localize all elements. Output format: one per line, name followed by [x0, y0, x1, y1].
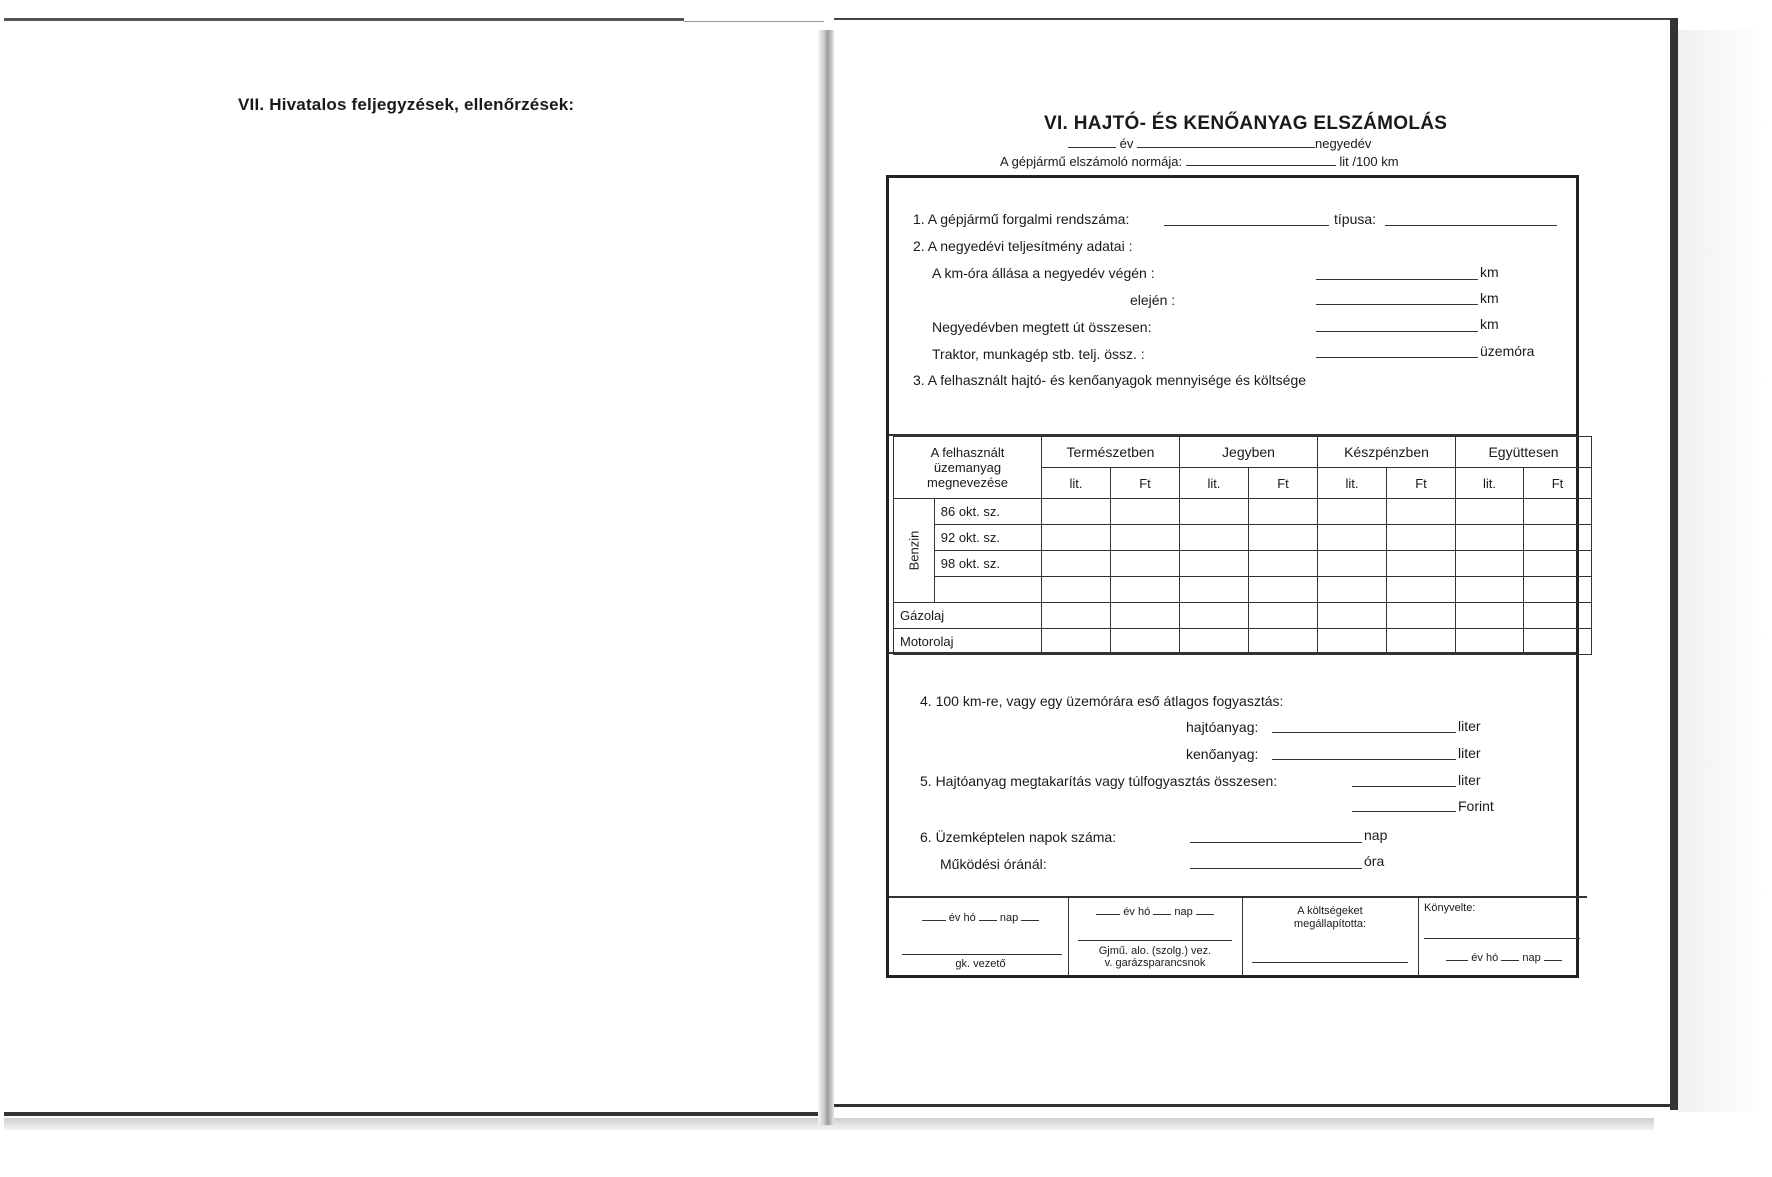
manager-date[interactable]: év hó nap	[1072, 906, 1238, 918]
quarter-performance-label: 2. A negyedévi teljesítmény adatai :	[913, 238, 1133, 254]
type-field[interactable]	[1385, 225, 1557, 226]
table-cell[interactable]	[1387, 603, 1456, 629]
table-cell[interactable]	[1042, 525, 1111, 551]
table-bottom-border	[889, 652, 1576, 654]
table-cell[interactable]	[1042, 551, 1111, 577]
savings-liter-unit: liter	[1458, 772, 1481, 788]
table-cell[interactable]	[1387, 629, 1456, 655]
group-header-egyuttesen: Együttesen	[1456, 437, 1592, 468]
table-row-label: 98 okt. sz.	[934, 551, 1041, 577]
tractor-unit: üzemóra	[1480, 343, 1535, 359]
fuel-consumption-unit: liter	[1458, 718, 1481, 734]
table-cell[interactable]	[1180, 551, 1249, 577]
table-cell[interactable]	[1456, 551, 1524, 577]
sub-header-ft: Ft	[1387, 468, 1456, 499]
right-page-bottom-edge	[834, 1104, 1678, 1107]
table-cell[interactable]	[1249, 525, 1318, 551]
group-header-keszpenzben: Készpénzben	[1318, 437, 1456, 468]
savings-liter-field[interactable]	[1352, 786, 1456, 787]
savings-label: 5. Hajtóanyag megtakarítás vagy túlfogyasztás összesen:	[920, 773, 1278, 789]
book-spine	[818, 30, 834, 1125]
table-cell[interactable]	[1180, 603, 1249, 629]
lubricant-label: kenőanyag:	[1186, 746, 1259, 762]
table-row-label	[934, 577, 1041, 603]
driver-date[interactable]: év hó nap	[898, 912, 1063, 924]
benzin-group-label: Benzin	[894, 499, 935, 603]
table-cell[interactable]	[1318, 551, 1387, 577]
table-cell[interactable]	[1456, 525, 1524, 551]
cost-approver-label: A költségeket megállapította:	[1293, 905, 1367, 930]
table-cell[interactable]	[1180, 577, 1249, 603]
registration-field[interactable]	[1164, 225, 1329, 226]
fuel-name-header: A felhasznált üzemanyag megnevezése	[894, 437, 1042, 499]
km-start-label: elején :	[1130, 292, 1176, 308]
group-header-termeszetben: Természetben	[1042, 437, 1180, 468]
form-title: VI. HAJTÓ- ÉS KENŐANYAG ELSZÁMOLÁS	[1044, 113, 1448, 134]
signature-divider	[1242, 896, 1243, 976]
table-cell[interactable]	[1042, 629, 1111, 655]
book-outer-margin	[1678, 30, 1764, 1112]
table-cell[interactable]	[1456, 603, 1524, 629]
table-cell[interactable]	[1524, 499, 1592, 525]
operating-hours-field[interactable]	[1190, 868, 1362, 869]
table-cell[interactable]	[1318, 499, 1387, 525]
km-end-unit: km	[1480, 264, 1499, 280]
signature-divider	[1068, 896, 1069, 976]
signature-divider	[1418, 896, 1419, 976]
fuel-label: hajtóanyag:	[1186, 719, 1259, 735]
table-cell[interactable]	[1249, 551, 1318, 577]
fuel-table	[893, 436, 1592, 655]
tractor-label: Traktor, munkagép stb. telj. össz. :	[932, 346, 1145, 362]
sub-header-ft: Ft	[1524, 468, 1592, 499]
km-end-field[interactable]	[1316, 279, 1478, 280]
table-cell[interactable]	[1111, 525, 1180, 551]
table-cell[interactable]	[1387, 525, 1456, 551]
table-cell[interactable]	[1111, 499, 1180, 525]
norma-unit: lit /100 km	[1339, 154, 1399, 169]
left-page-bottom-edge	[4, 1112, 819, 1116]
booked-by-signature-field[interactable]	[1424, 938, 1580, 939]
table-row-label: Motorolaj	[894, 629, 1042, 655]
table-cell[interactable]	[1249, 499, 1318, 525]
km-start-field[interactable]	[1316, 304, 1478, 305]
table-cell[interactable]	[1318, 603, 1387, 629]
table-cell[interactable]	[1387, 499, 1456, 525]
booked-by-label: Könyvelte:	[1424, 902, 1476, 914]
distance-total-unit: km	[1480, 316, 1499, 332]
manager-label: Gjmű. alo. (szolg.) vez. v. garázsparancsnok	[1098, 945, 1212, 969]
table-cell[interactable]	[1249, 629, 1318, 655]
table-cell[interactable]	[1042, 577, 1111, 603]
table-cell[interactable]	[1456, 629, 1524, 655]
table-cell[interactable]	[1524, 551, 1592, 577]
table-cell[interactable]	[1318, 577, 1387, 603]
driver-signature-field[interactable]	[902, 954, 1062, 955]
table-cell[interactable]	[1042, 499, 1111, 525]
driver-label: gk. vezető	[955, 958, 1006, 970]
table-row-label: Gázolaj	[894, 603, 1042, 629]
table-cell[interactable]	[1456, 577, 1524, 603]
km-start-unit: km	[1480, 290, 1499, 306]
table-cell[interactable]	[1042, 603, 1111, 629]
right-page-side-edge	[1670, 18, 1678, 1110]
table-cell[interactable]	[1111, 603, 1180, 629]
table-cell[interactable]	[1387, 551, 1456, 577]
fuel-consumption-field[interactable]	[1272, 732, 1456, 733]
year-quarter-line	[1068, 136, 1371, 151]
group-header-jegyben: Jegyben	[1180, 437, 1318, 468]
operating-hours-unit: óra	[1364, 853, 1385, 869]
table-cell[interactable]	[1318, 629, 1387, 655]
table-row-label: 92 okt. sz.	[934, 525, 1041, 551]
tractor-field[interactable]	[1316, 357, 1478, 358]
table-cell[interactable]	[1318, 525, 1387, 551]
registration-label: 1. A gépjármű forgalmi rendszáma:	[913, 211, 1130, 227]
sub-header-ft: Ft	[1111, 468, 1180, 499]
consumption-cost-label: 3. A felhasznált hajtó- és kenőanyagok mennyisége és költsége	[913, 372, 1307, 388]
left-page-top-edge-thin	[684, 21, 824, 22]
left-page	[0, 18, 822, 1116]
norma-line	[1000, 154, 1399, 169]
table-cell[interactable]	[1456, 499, 1524, 525]
savings-forint-unit: Forint	[1458, 798, 1494, 814]
table-cell[interactable]	[1180, 629, 1249, 655]
year-label: év	[1119, 136, 1134, 151]
lubricant-consumption-unit: liter	[1458, 745, 1481, 761]
table-cell[interactable]	[1524, 629, 1592, 655]
cost-approver-signature-field[interactable]	[1252, 962, 1408, 963]
type-label: típusa:	[1334, 211, 1377, 227]
downtime-days-unit: nap	[1364, 827, 1388, 843]
table-cell[interactable]	[1249, 603, 1318, 629]
downtime-label: 6. Üzemképtelen napok száma:	[920, 829, 1117, 845]
manager-signature-field[interactable]	[1078, 940, 1232, 941]
table-cell[interactable]	[1180, 525, 1249, 551]
avg-consumption-label: 4. 100 km-re, vagy egy üzemórára eső átlagos fogyasztás:	[920, 693, 1284, 709]
distance-total-label: Negyedévben megtett út összesen:	[932, 319, 1152, 335]
sub-header-lit: lit.	[1042, 468, 1111, 499]
table-cell[interactable]	[1111, 629, 1180, 655]
table-cell[interactable]	[1524, 577, 1592, 603]
booked-by-date[interactable]: év hó nap	[1424, 952, 1584, 964]
km-end-label: A km-óra állása a negyedév végén :	[932, 265, 1155, 281]
operating-hours-label: Működési óránál:	[940, 856, 1047, 872]
table-cell[interactable]	[1111, 577, 1180, 603]
table-cell[interactable]	[1111, 551, 1180, 577]
sub-header-lit: lit.	[1180, 468, 1249, 499]
sub-header-lit: lit.	[1456, 468, 1524, 499]
sub-header-ft: Ft	[1249, 468, 1318, 499]
table-cell[interactable]	[1180, 499, 1249, 525]
savings-forint-field[interactable]	[1352, 811, 1456, 812]
distance-total-field[interactable]	[1316, 331, 1478, 332]
quarter-label: negyedév	[1314, 136, 1372, 151]
downtime-days-field[interactable]	[1190, 842, 1362, 843]
left-page-top-edge	[4, 18, 684, 21]
sub-header-lit: lit.	[1318, 468, 1387, 499]
lubricant-consumption-field[interactable]	[1272, 759, 1456, 760]
table-cell[interactable]	[1524, 603, 1592, 629]
table-cell[interactable]	[1249, 577, 1318, 603]
table-row-label: 86 okt. sz.	[934, 499, 1041, 525]
table-cell[interactable]	[1387, 577, 1456, 603]
table-cell[interactable]	[1524, 525, 1592, 551]
norma-label: A gépjármű elszámoló normája:	[1000, 154, 1183, 169]
left-page-heading: VII. Hivatalos feljegyzések, ellenőrzések:	[238, 95, 575, 114]
right-page-top-edge	[834, 18, 1678, 20]
